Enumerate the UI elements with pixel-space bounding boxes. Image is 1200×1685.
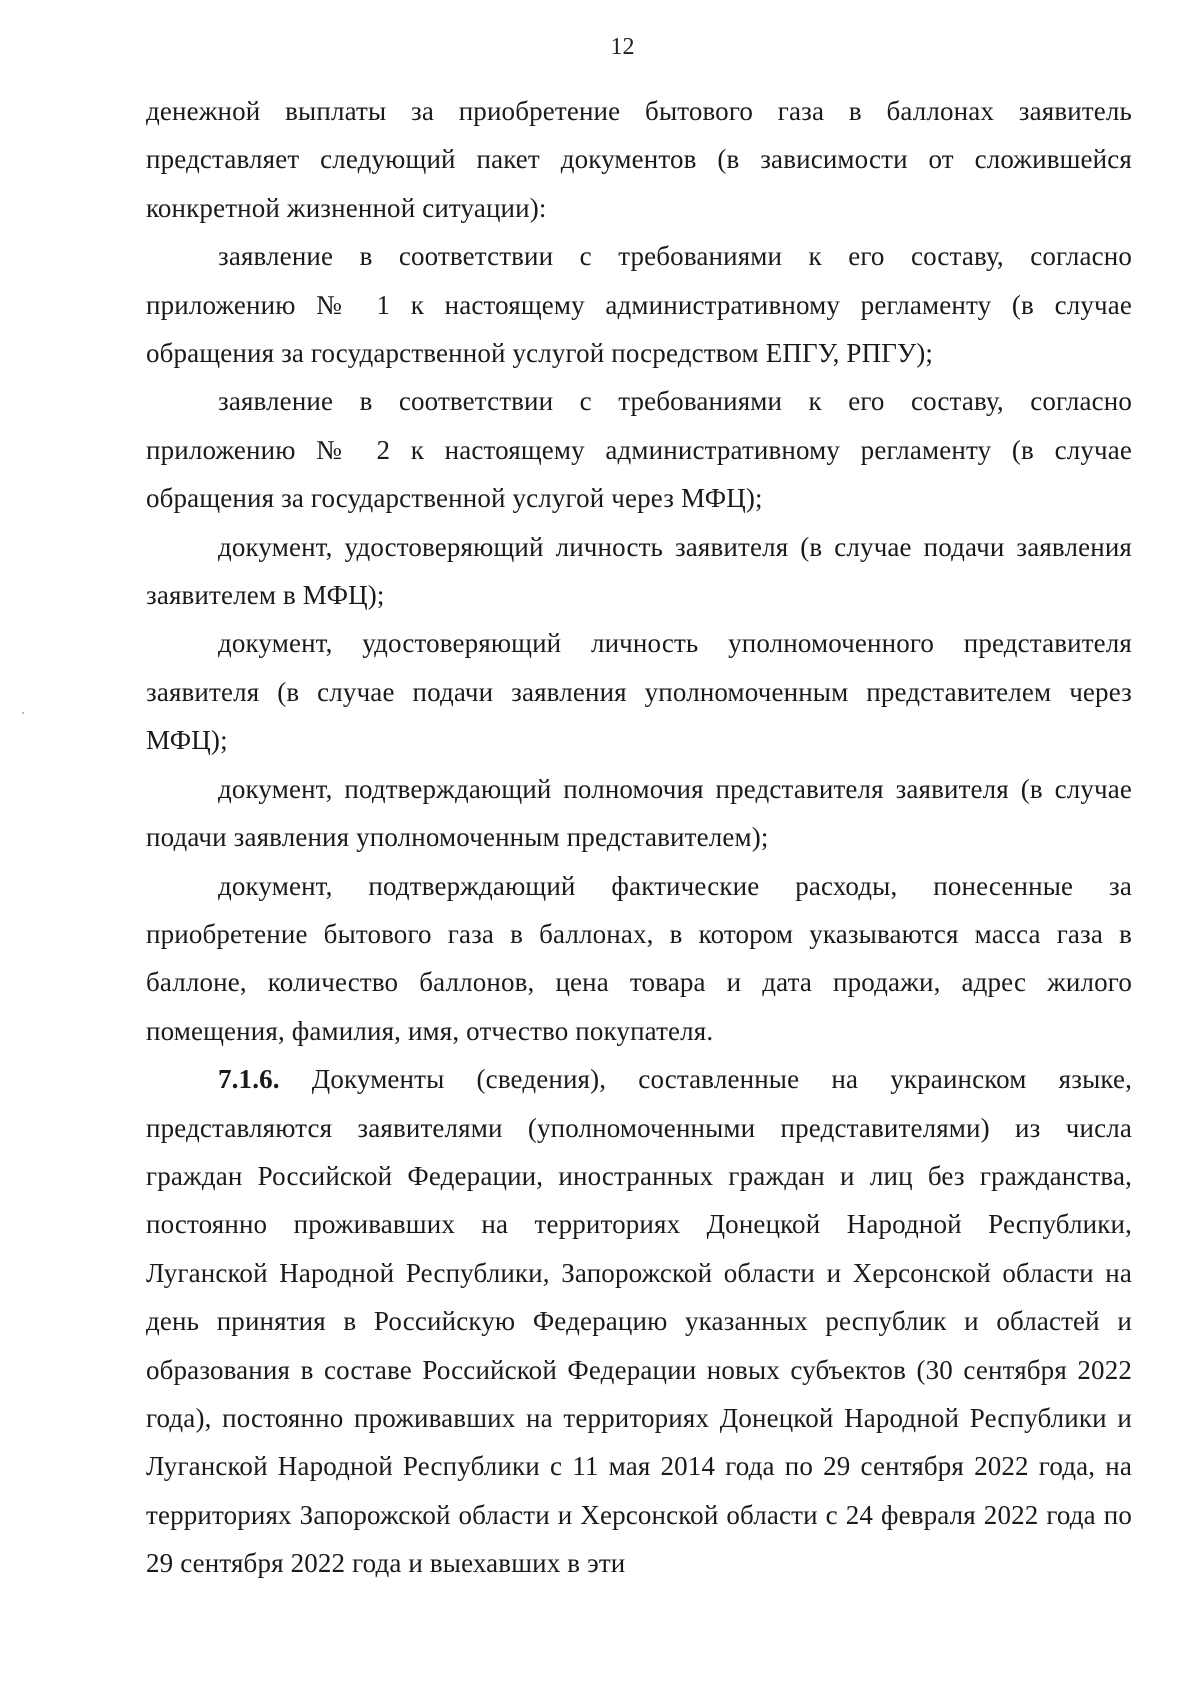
paragraph-intro: [146, 87, 1132, 232]
paragraph-text: документ, удостоверяющий личность уполномоченного представителя заявителя (в случае подачи заявления уполномоченным представителем через МФЦ);: [146, 628, 1132, 756]
page-number: 12: [610, 34, 635, 60]
paragraph-list-item: [146, 619, 1132, 764]
paragraph-list-item: [146, 765, 1132, 862]
section-number: 7.1.6.: [218, 1064, 280, 1095]
paragraph-text: заявление в соответствии с требованиями к его составу, согласно приложению № 1 к настоящему административному регламенту (в случае обращения за государственной услугой посредством ЕПГУ, РПГУ);: [146, 241, 1132, 369]
paragraph-text: документ, подтверждающий полномочия представителя заявителя (в случае подачи заявления уполномоченным представителем);: [146, 773, 1132, 853]
scan-artifact: [22, 712, 24, 714]
paragraph-text: заявление в соответствии с требованиями к его составу, согласно приложению № 2 к настоящему административному регламенту (в случае обращения за государственной услугой через МФЦ);: [146, 386, 1132, 514]
paragraph-list-item: [146, 232, 1132, 377]
paragraph-text: документ, подтверждающий фактические расходы, понесенные за приобретение бытового газа в баллонах, в котором указываются масса газа в баллоне, количество баллонов, цена товара и дата продажи, адрес жилого помещения, фамилия, имя, отчество покупателя.: [146, 870, 1132, 1046]
paragraph-text: документ, удостоверяющий личность заявителя (в случае подачи заявления заявителем в МФЦ);: [146, 531, 1132, 611]
paragraph-text: Документы (сведения), составленные на украинском языке, представляются заявителями (уполномоченными представителями) из числа граждан Российской Федерации, иностранных граждан и лиц без гражданства, постоянно проживавших на территориях Донецкой Народной Республики, Луганской Народной Республики, Запорожской области и Херсонской области на день принятия в Российскую Федерацию указанных республик и областей и образования в составе Российской Федерации новых субъектов (30 сентября 2022 года), постоянно проживавших на территориях Донецкой Народной Республики и Луганской Народной Республики с 11 мая 2014 года по 29 сентября 2022 года, на территориях Запорожской области и Херсонской области с 24 февраля 2022 года по 29 сентября 2022 года и выехавших в эти: [146, 1064, 1132, 1579]
paragraph-list-item: [146, 523, 1132, 620]
paragraph-text: денежной выплаты за приобретение бытового газа в баллонах заявитель представляет следующий пакет документов (в зависимости от сложившейся конкретной жизненной ситуации):: [146, 96, 1132, 223]
document-body: [146, 87, 1132, 1588]
paragraph-section-7-1-6: [146, 1055, 1132, 1587]
paragraph-list-item: [146, 862, 1132, 1056]
paragraph-list-item: [146, 377, 1132, 522]
